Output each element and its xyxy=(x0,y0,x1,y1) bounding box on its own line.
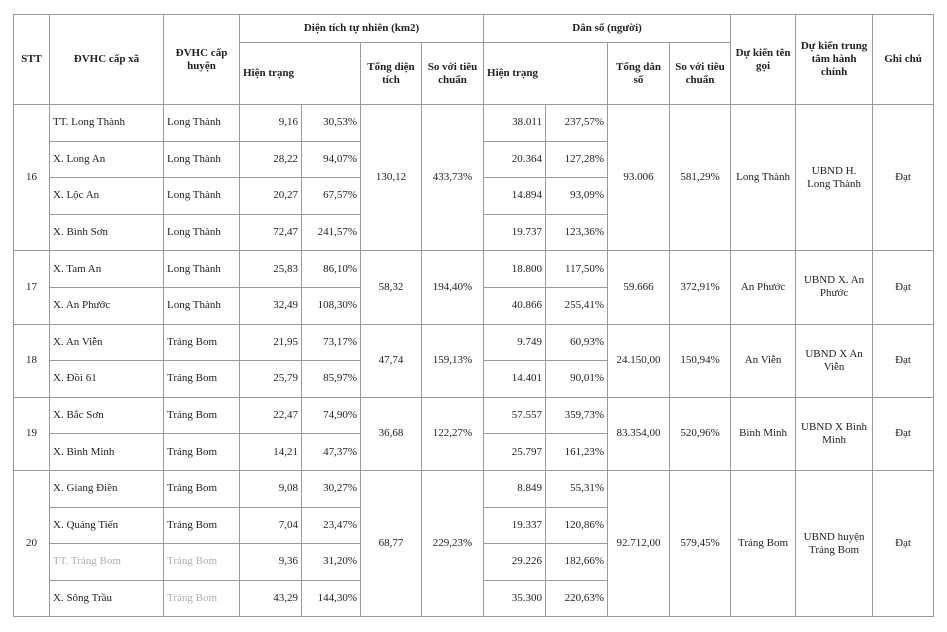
area-value: 72,47 xyxy=(240,214,302,251)
district-name: Trảng Bom xyxy=(164,397,240,434)
area-value: 14,21 xyxy=(240,434,302,471)
district-name: Trảng Bom xyxy=(164,580,240,617)
area-value: 32,49 xyxy=(240,287,302,324)
area-percent: 30,53% xyxy=(302,105,361,142)
population-vs-standard: 581,29% xyxy=(670,105,731,251)
district-name: Long Thành xyxy=(164,178,240,215)
district-name: Trảng Bom xyxy=(164,361,240,398)
commune-name: X. Long An xyxy=(50,141,164,178)
commune-name: X. Giang Điền xyxy=(50,470,164,507)
area-value: 43,29 xyxy=(240,580,302,617)
total-area: 47,74 xyxy=(361,324,422,397)
population-value: 57.557 xyxy=(484,397,546,434)
area-percent: 86,10% xyxy=(302,251,361,288)
population-percent: 359,73% xyxy=(546,397,608,434)
note: Đạt xyxy=(873,397,934,470)
population-value: 29.226 xyxy=(484,544,546,581)
commune-name: X. An Viễn xyxy=(50,324,164,361)
area-value: 25,79 xyxy=(240,361,302,398)
header-tong-dan-so: Tổng dân số xyxy=(608,43,670,105)
group-stt: 16 xyxy=(14,105,50,251)
group-stt: 19 xyxy=(14,397,50,470)
total-area: 130,12 xyxy=(361,105,422,251)
population-value: 8.849 xyxy=(484,470,546,507)
note: Đạt xyxy=(873,470,934,616)
area-percent: 241,57% xyxy=(302,214,361,251)
population-percent: 55,31% xyxy=(546,470,608,507)
total-population: 24.150,00 xyxy=(608,324,670,397)
proposed-admin-center: UBND X An Viễn xyxy=(796,324,873,397)
note: Đạt xyxy=(873,324,934,397)
proposed-admin-center: UBND X Bình Minh xyxy=(796,397,873,470)
header-ds-so-voi-tieu-chuan: So với tiêu chuẩn xyxy=(670,43,731,105)
header-du-kien-ten: Dự kiến tên gọi xyxy=(731,15,796,105)
area-value: 7,04 xyxy=(240,507,302,544)
header-tong-dien-tich: Tổng diện tích xyxy=(361,43,422,105)
commune-name: X. Đồi 61 xyxy=(50,361,164,398)
population-percent: 220,63% xyxy=(546,580,608,617)
population-percent: 90,01% xyxy=(546,361,608,398)
area-percent: 144,30% xyxy=(302,580,361,617)
total-area: 68,77 xyxy=(361,470,422,616)
header-du-kien-trung-tam: Dự kiến trung tâm hành chính xyxy=(796,15,873,105)
area-percent: 94,07% xyxy=(302,141,361,178)
group-stt: 17 xyxy=(14,251,50,324)
district-name: Trảng Bom xyxy=(164,544,240,581)
population-percent: 127,28% xyxy=(546,141,608,178)
total-population: 93.006 xyxy=(608,105,670,251)
population-value: 9.749 xyxy=(484,324,546,361)
commune-name: X. Tam An xyxy=(50,251,164,288)
commune-name: X. Bắc Sơn xyxy=(50,397,164,434)
header-stt: STT xyxy=(14,15,50,105)
population-percent: 237,57% xyxy=(546,105,608,142)
district-name: Long Thành xyxy=(164,105,240,142)
area-percent: 30,27% xyxy=(302,470,361,507)
area-percent: 67,57% xyxy=(302,178,361,215)
area-percent: 31,20% xyxy=(302,544,361,581)
area-value: 9,16 xyxy=(240,105,302,142)
population-percent: 123,36% xyxy=(546,214,608,251)
area-vs-standard: 122,27% xyxy=(422,397,484,470)
proposed-name: Bình Minh xyxy=(731,397,796,470)
population-value: 14.894 xyxy=(484,178,546,215)
commune-name: X. Lộc An xyxy=(50,178,164,215)
total-population: 83.354,00 xyxy=(608,397,670,470)
area-percent: 74,90% xyxy=(302,397,361,434)
population-percent: 182,66% xyxy=(546,544,608,581)
note: Đạt xyxy=(873,105,934,251)
admin-unit-table xyxy=(13,14,934,617)
area-vs-standard: 433,73% xyxy=(422,105,484,251)
area-value: 9,08 xyxy=(240,470,302,507)
area-value: 28,22 xyxy=(240,141,302,178)
table-row xyxy=(14,397,934,434)
admin-unit-table-wrapper xyxy=(13,14,934,617)
proposed-admin-center: UBND X. An Phước xyxy=(796,251,873,324)
population-vs-standard: 520,96% xyxy=(670,397,731,470)
commune-name: X. Sông Trầu xyxy=(50,580,164,617)
area-percent: 23,47% xyxy=(302,507,361,544)
area-value: 22,47 xyxy=(240,397,302,434)
district-name: Long Thành xyxy=(164,287,240,324)
area-value: 21,95 xyxy=(240,324,302,361)
area-percent: 73,17% xyxy=(302,324,361,361)
population-value: 20.364 xyxy=(484,141,546,178)
commune-name: TT. Long Thành xyxy=(50,105,164,142)
area-percent: 47,37% xyxy=(302,434,361,471)
area-percent: 108,30% xyxy=(302,287,361,324)
table-row xyxy=(14,251,934,288)
district-name: Long Thành xyxy=(164,141,240,178)
proposed-name: An Phước xyxy=(731,251,796,324)
header-dt-so-voi-tieu-chuan: So với tiêu chuẩn xyxy=(422,43,484,105)
area-vs-standard: 159,13% xyxy=(422,324,484,397)
proposed-name: An Viễn xyxy=(731,324,796,397)
total-area: 36,68 xyxy=(361,397,422,470)
proposed-name: Long Thành xyxy=(731,105,796,251)
population-value: 14.401 xyxy=(484,361,546,398)
commune-name: X. An Phước xyxy=(50,287,164,324)
total-population: 59.666 xyxy=(608,251,670,324)
table-row xyxy=(14,470,934,507)
population-vs-standard: 150,94% xyxy=(670,324,731,397)
header-dien-tich: Diện tích tự nhiên (km2) xyxy=(240,15,484,43)
population-value: 19.737 xyxy=(484,214,546,251)
commune-name: TT. Trảng Bom xyxy=(50,544,164,581)
header-dt-hien-trang: Hiện trạng xyxy=(240,43,361,105)
population-value: 19.337 xyxy=(484,507,546,544)
area-value: 20,27 xyxy=(240,178,302,215)
header-dvhc-xa: ĐVHC cấp xã xyxy=(50,15,164,105)
population-value: 38.011 xyxy=(484,105,546,142)
population-value: 18.800 xyxy=(484,251,546,288)
commune-name: X. Quảng Tiến xyxy=(50,507,164,544)
district-name: Trảng Bom xyxy=(164,507,240,544)
header-dvhc-huyen: ĐVHC cấp huyện xyxy=(164,15,240,105)
area-percent: 85,97% xyxy=(302,361,361,398)
population-value: 35.300 xyxy=(484,580,546,617)
area-value: 9,36 xyxy=(240,544,302,581)
population-vs-standard: 372,91% xyxy=(670,251,731,324)
proposed-name: Trảng Bom xyxy=(731,470,796,616)
district-name: Trảng Bom xyxy=(164,434,240,471)
table-row xyxy=(14,105,934,142)
group-stt: 18 xyxy=(14,324,50,397)
group-stt: 20 xyxy=(14,470,50,616)
area-vs-standard: 229,23% xyxy=(422,470,484,616)
population-percent: 60,93% xyxy=(546,324,608,361)
proposed-admin-center: UBND huyện Trảng Bom xyxy=(796,470,873,616)
note: Đạt xyxy=(873,251,934,324)
area-vs-standard: 194,40% xyxy=(422,251,484,324)
population-percent: 120,86% xyxy=(546,507,608,544)
district-name: Trảng Bom xyxy=(164,324,240,361)
district-name: Long Thành xyxy=(164,214,240,251)
proposed-admin-center: UBND H. Long Thành xyxy=(796,105,873,251)
district-name: Trảng Bom xyxy=(164,470,240,507)
population-percent: 93,09% xyxy=(546,178,608,215)
total-population: 92.712,00 xyxy=(608,470,670,616)
district-name: Long Thành xyxy=(164,251,240,288)
population-percent: 161,23% xyxy=(546,434,608,471)
population-percent: 255,41% xyxy=(546,287,608,324)
population-vs-standard: 579,45% xyxy=(670,470,731,616)
population-value: 25.797 xyxy=(484,434,546,471)
area-value: 25,83 xyxy=(240,251,302,288)
table-body xyxy=(14,105,934,617)
population-value: 40.866 xyxy=(484,287,546,324)
commune-name: X. Bình Minh xyxy=(50,434,164,471)
header-ghi-chu: Ghi chú xyxy=(873,15,934,105)
total-area: 58,32 xyxy=(361,251,422,324)
commune-name: X. Bình Sơn xyxy=(50,214,164,251)
header-dan-so: Dân số (người) xyxy=(484,15,731,43)
table-row xyxy=(14,324,934,361)
population-percent: 117,50% xyxy=(546,251,608,288)
header-ds-hien-trang: Hiện trạng xyxy=(484,43,608,105)
